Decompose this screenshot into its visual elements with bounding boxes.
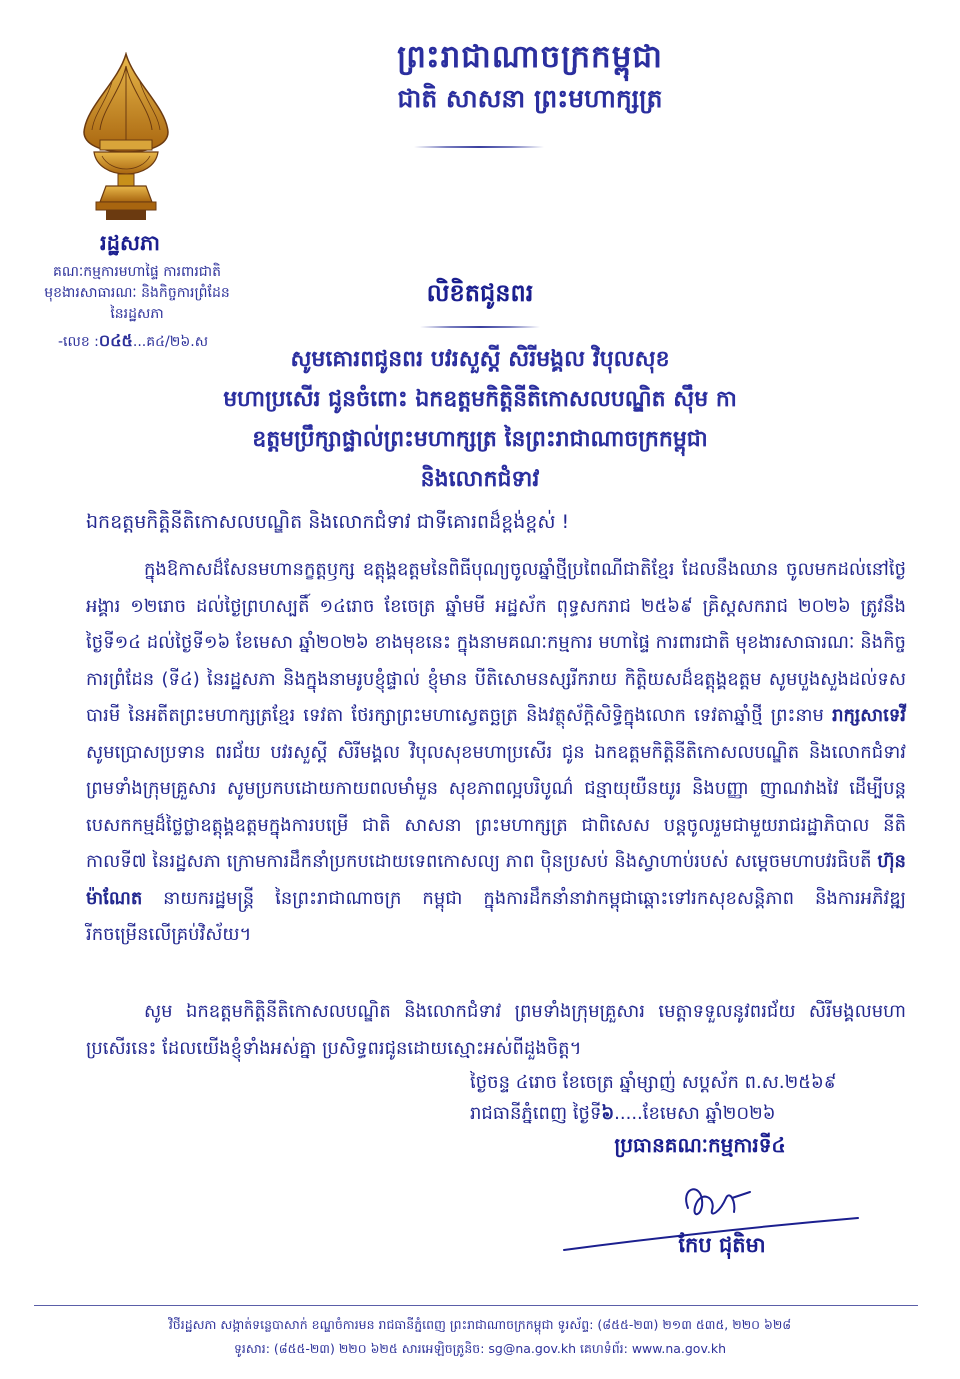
signer-name: កែប ជុតិមា	[678, 1233, 766, 1257]
paragraph-text: សូម ឯកឧត្តមកិត្តិនីតិកោសលបណ្ឌិត និងលោកជំទាវ ព្រមទាំងក្រុមគ្រួសារ មេត្តាទទួលនូវពរជ័យ សិរីមង្គលមហាប្រសើរនេះ ដែលយើងខ្ញុំទាំងអស់គ្នា ប្រសិទ្ធពរជូនដោយស្មោះអស់ពីដួងចិត្ត។	[86, 1001, 906, 1059]
reference-value: ០៤៥	[98, 331, 133, 350]
letter-type: លិខិតជូនពរ	[426, 279, 534, 307]
national-assembly-emblem-icon	[76, 52, 176, 222]
signer-title: ប្រធានគណៈកម្មការទី៤	[614, 1133, 786, 1157]
paragraph-text: សូមប្រោសប្រទាន ពរជ័យ បវរសួស្តី សិរីមង្គល វិបុលសុខមហាប្រសើរ ជូន ឯកឧត្តមកិត្តិនីតិកោសលបណ្ឌិត និងលោកជំទាវ ព្រមទាំងក្រុមគ្រួសារ សូមប្រកបដោយកាយពលមាំមួន សុខភាពល្អបរិបូណ៌ ជន្មាយុយឺនយូរ និងបញ្ញា ញាណវាងវៃ ដើម្បីបន្តបេសកកម្មដ៏ថ្លៃថ្លាឧត្តុង្គឧត្តមក្នុងការបម្រើ ជាតិ សាសនា ព្រះមហាក្សត្រ ជាពិសេស បន្តចូលរួមជាមួយរាជរដ្ឋាភិបាល នីតិកាលទី៧ នៃរដ្ឋសភា ក្រោមការដឹកនាំប្រកបដោយទេពកោសល្យ ភាព ប៉ិនប្រសប់ និងស្វាហាប់របស់ សម្តេចមហាបវរធិបតី	[86, 741, 906, 872]
prime-minister-name: ហ៊ុន ម៉ាណែត	[86, 851, 906, 909]
footer-address: វិថីរដ្ឋសភា សង្កាត់ទន្លេបាសាក់ ខណ្ឌចំការមន រាជធានីភ្នំពេញ ព្រះរាជាណាចក្រកម្ពុជា ទូរស័ព្ទ: (៨៥៥-២៣) ២១៣ ៥៣៥, ២២០ ៦២៨	[168, 1317, 792, 1332]
lunar-date: ថ្ងៃចន្ទ ៤រោច ខែចេត្រ ឆ្នាំម្សាញ់ សប្តស័ក ព.ស.២៥៦៩	[470, 1072, 837, 1093]
paragraph-text: នាយករដ្ឋមន្ត្រី នៃព្រះរាជាណាចក្រ កម្ពុជា ក្នុងការដឹកនាំនាវាកម្ពុជាឆ្ពោះទៅរកសុខសន្តិភាព និងការអភិវឌ្ឍរីកចម្រើនលើគ្រប់វិស័យ។	[86, 887, 906, 945]
footer-divider	[34, 1305, 918, 1306]
commission-line: មុខងារសាធារណៈ និងកិច្ចការព្រំដែន	[44, 285, 230, 301]
heading-line: សូមគោរពជូនពរ បវរសួស្តី សិរីមង្គល វិបុលសុខ	[290, 347, 670, 372]
letter-heading	[130, 340, 830, 500]
body-paragraph	[86, 552, 906, 954]
heading-line: និងលោកជំទាវ	[420, 467, 540, 492]
new-year-angel-name: រាក្សសាទេវី	[832, 705, 906, 726]
reference-suffix: ...គ៤/២៦.ស	[132, 334, 209, 350]
title-ornament	[420, 326, 540, 328]
sender-institution: រដ្ឋសភា	[100, 231, 160, 255]
salutation: ឯកឧត្តមកិត្តិនីតិកោសលបណ្ឌិត និងលោកជំទាវ ជាទីគោរពដ៏ខ្ពង់ខ្ពស់ !	[86, 511, 570, 533]
national-motto: ជាតិ សាសនា ព្រះមហាក្សត្រ	[397, 84, 663, 113]
commission-line: នៃរដ្ឋសភា	[110, 306, 164, 322]
date-prefix: រាជធានីភ្នំពេញ ថ្ងៃទី	[470, 1103, 602, 1124]
footer-contact: ទូរសារ: (៨៥៥-២៣) ២២០ ៦២៥ សារអេឡិចត្រូនិច: sg@na.gov.kh គេហទំព័រ: www.na.gov.kh	[233, 1341, 727, 1356]
header-ornament	[414, 146, 544, 148]
commission-line: គណៈកម្មការមហាផ្ទៃ ការពារជាតិ	[53, 264, 221, 280]
heading-line: មហាប្រសើរ ជូនចំពោះ ឯកឧត្តមកិត្តិនីតិកោសលបណ្ឌិត ស៊ឹម កា	[223, 387, 737, 412]
heading-line: ឧត្តមប្រឹក្សាផ្ទាល់ព្រះមហាក្សត្រ នៃព្រះរាជាណាចក្រកម្ពុជា	[252, 427, 708, 452]
date-day: ៦	[601, 1103, 615, 1124]
date-suffix: .....ខែមេសា ឆ្នាំ២០២៦	[614, 1103, 776, 1124]
paragraph-text: ក្នុងឱកាសដ៏សែនមហានក្ខត្តឫក្ស ឧត្តុង្គឧត្តមនៃពិធីបុណ្យចូលឆ្នាំថ្មីប្រពៃណីជាតិខ្មែរ ដែលនឹងឈាន ចូលមកដល់នៅថ្ងៃអង្គារ ១២រោច ដល់ថ្ងៃព្រហស្បតិ៍ ១៤រោច ខែចេត្រ ឆ្នាំមមី អដ្ឋស័ក ពុទ្ធសករាជ ២៥៦៩ គ្រិស្តសករាជ ២០២៦ ត្រូវនឹងថ្ងៃទី១៤ ដល់ថ្ងៃទី១៦ ខែមេសា ឆ្នាំ២០២៦ ខាងមុខនេះ ក្នុងនាមគណៈកម្មការ មហាផ្ទៃ ការពារជាតិ មុខងារសាធារណៈ និងកិច្ចការព្រំដែន (ទី៤) នៃរដ្ឋសភា និងក្នុងនាមរូបខ្ញុំផ្ទាល់ ខ្ញុំមាន បីតិសោមនស្សរីករាយ កិត្តិយសដ៏ឧត្តុង្គឧត្តម សូមបួងសួងដល់ទសបារមី នៃអតីតព្រះមហាក្សត្រខ្មែរ ទេវតា ថែរក្សាព្រះមហាស្វេតច្ឆត្រ និងវត្ថុស័ក្តិសិទ្ធិក្នុងលោក ទេវតាឆ្នាំថ្មី ព្រះនាម	[86, 559, 906, 726]
sender-commission	[30, 262, 244, 325]
closing-paragraph	[86, 994, 906, 1067]
reference-prefix: -លេខ :	[58, 334, 99, 350]
solar-date	[470, 1101, 890, 1128]
kingdom-title: ព្រះរាជាណាចក្រកម្ពុជា	[397, 39, 663, 75]
